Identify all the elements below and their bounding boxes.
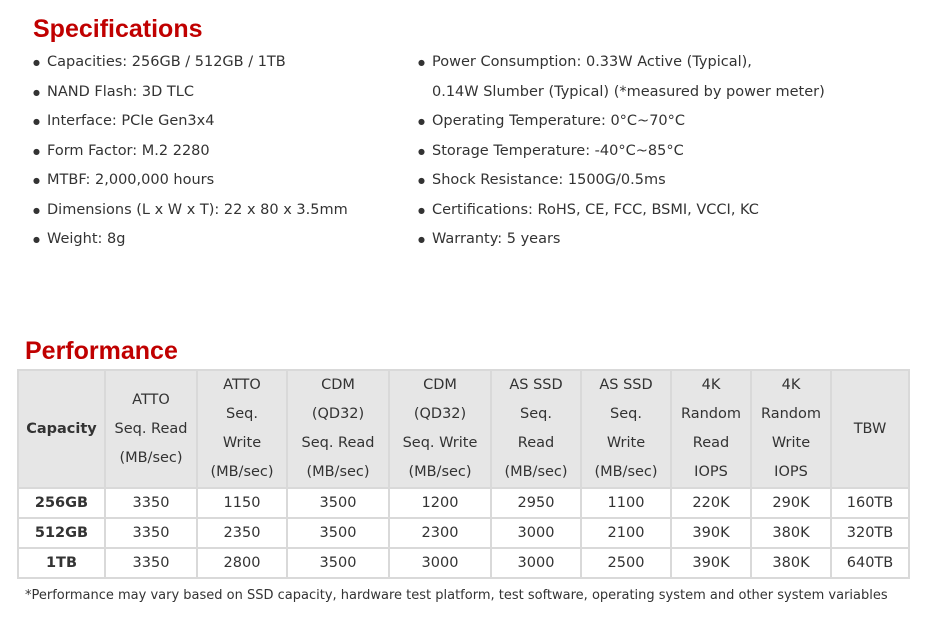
cell-capacity: 256GB bbox=[18, 488, 105, 518]
header-capacity: Capacity bbox=[18, 370, 105, 488]
table-cell: 160TB bbox=[831, 488, 909, 518]
performance-heading: Performance bbox=[25, 337, 178, 365]
table-cell: 2500 bbox=[581, 548, 671, 578]
table-row bbox=[18, 518, 909, 548]
table-cell: 2100 bbox=[581, 518, 671, 548]
table-cell: 3350 bbox=[105, 548, 197, 578]
table-cell: 380K bbox=[751, 548, 831, 578]
spec-item-capacities: ● Capacities: 256GB / 512GB / 1TB bbox=[33, 48, 348, 78]
spec-item-operating-temp: ● Operating Temperature: 0°C~70°C bbox=[418, 107, 825, 137]
table-cell: 2350 bbox=[197, 518, 287, 548]
header-asssd-read: AS SSD Seq. Read (MB/sec) bbox=[491, 370, 581, 488]
table-cell: 3000 bbox=[491, 548, 581, 578]
table-cell: 380K bbox=[751, 518, 831, 548]
spec-item-power: ● Power Consumption: 0.33W Active (Typical), bbox=[418, 48, 825, 78]
spec-item-storage-temp: ● Storage Temperature: -40°C~85°C bbox=[418, 137, 825, 167]
footnote: *Performance may vary based on SSD capacity, hardware test platform, test software, operating system and other system variables bbox=[25, 588, 888, 603]
table-cell: 3000 bbox=[491, 518, 581, 548]
spec-item-mtbf: ● MTBF: 2,000,000 hours bbox=[33, 166, 348, 196]
header-asssd-write: AS SSD Seq. Write (MB/sec) bbox=[581, 370, 671, 488]
table-cell: 3000 bbox=[389, 548, 491, 578]
table-header-row bbox=[18, 370, 909, 488]
table-cell: 2950 bbox=[491, 488, 581, 518]
table-cell: 1150 bbox=[197, 488, 287, 518]
performance-table bbox=[17, 369, 910, 579]
table-cell: 320TB bbox=[831, 518, 909, 548]
spec-list-left bbox=[33, 48, 348, 255]
spec-list-right bbox=[418, 48, 825, 255]
table-cell: 290K bbox=[751, 488, 831, 518]
table-cell: 1100 bbox=[581, 488, 671, 518]
header-4k-read: 4K Random Read IOPS bbox=[671, 370, 751, 488]
cell-capacity: 512GB bbox=[18, 518, 105, 548]
header-atto-write: ATTO Seq. Write (MB/sec) bbox=[197, 370, 287, 488]
spec-item-dimensions: ● Dimensions (L x W x T): 22 x 80 x 3.5mm bbox=[33, 196, 348, 226]
table-cell: 3350 bbox=[105, 518, 197, 548]
cell-capacity: 1TB bbox=[18, 548, 105, 578]
header-cdm-read: CDM (QD32) Seq. Read (MB/sec) bbox=[287, 370, 389, 488]
spec-item-shock: ● Shock Resistance: 1500G/0.5ms bbox=[418, 166, 825, 196]
header-4k-write: 4K Random Write IOPS bbox=[751, 370, 831, 488]
spec-item-nand: ● NAND Flash: 3D TLC bbox=[33, 78, 348, 108]
header-atto-read: ATTO Seq. Read (MB/sec) bbox=[105, 370, 197, 488]
spec-item-form-factor: ● Form Factor: M.2 2280 bbox=[33, 137, 348, 167]
spec-item-weight: ● Weight: 8g bbox=[33, 225, 348, 255]
table-row bbox=[18, 488, 909, 518]
header-cdm-write: CDM (QD32) Seq. Write (MB/sec) bbox=[389, 370, 491, 488]
table-cell: 640TB bbox=[831, 548, 909, 578]
specifications-heading: Specifications bbox=[33, 15, 203, 43]
table-row bbox=[18, 548, 909, 578]
table-cell: 220K bbox=[671, 488, 751, 518]
spec-item-certifications: ● Certifications: RoHS, CE, FCC, BSMI, VCCI, KC bbox=[418, 196, 825, 226]
table-cell: 2800 bbox=[197, 548, 287, 578]
header-tbw: TBW bbox=[831, 370, 909, 488]
table-cell: 390K bbox=[671, 518, 751, 548]
table-cell: 3500 bbox=[287, 488, 389, 518]
table-cell: 3500 bbox=[287, 518, 389, 548]
table-cell: 390K bbox=[671, 548, 751, 578]
table-cell: 3500 bbox=[287, 548, 389, 578]
table-cell: 1200 bbox=[389, 488, 491, 518]
table-cell: 2300 bbox=[389, 518, 491, 548]
spec-item-interface: ● Interface: PCIe Gen3x4 bbox=[33, 107, 348, 137]
spec-item-power-cont: 0.14W Slumber (Typical) (*measured by power meter) bbox=[432, 83, 825, 100]
table-cell: 3350 bbox=[105, 488, 197, 518]
spec-item-warranty: ● Warranty: 5 years bbox=[418, 225, 825, 255]
